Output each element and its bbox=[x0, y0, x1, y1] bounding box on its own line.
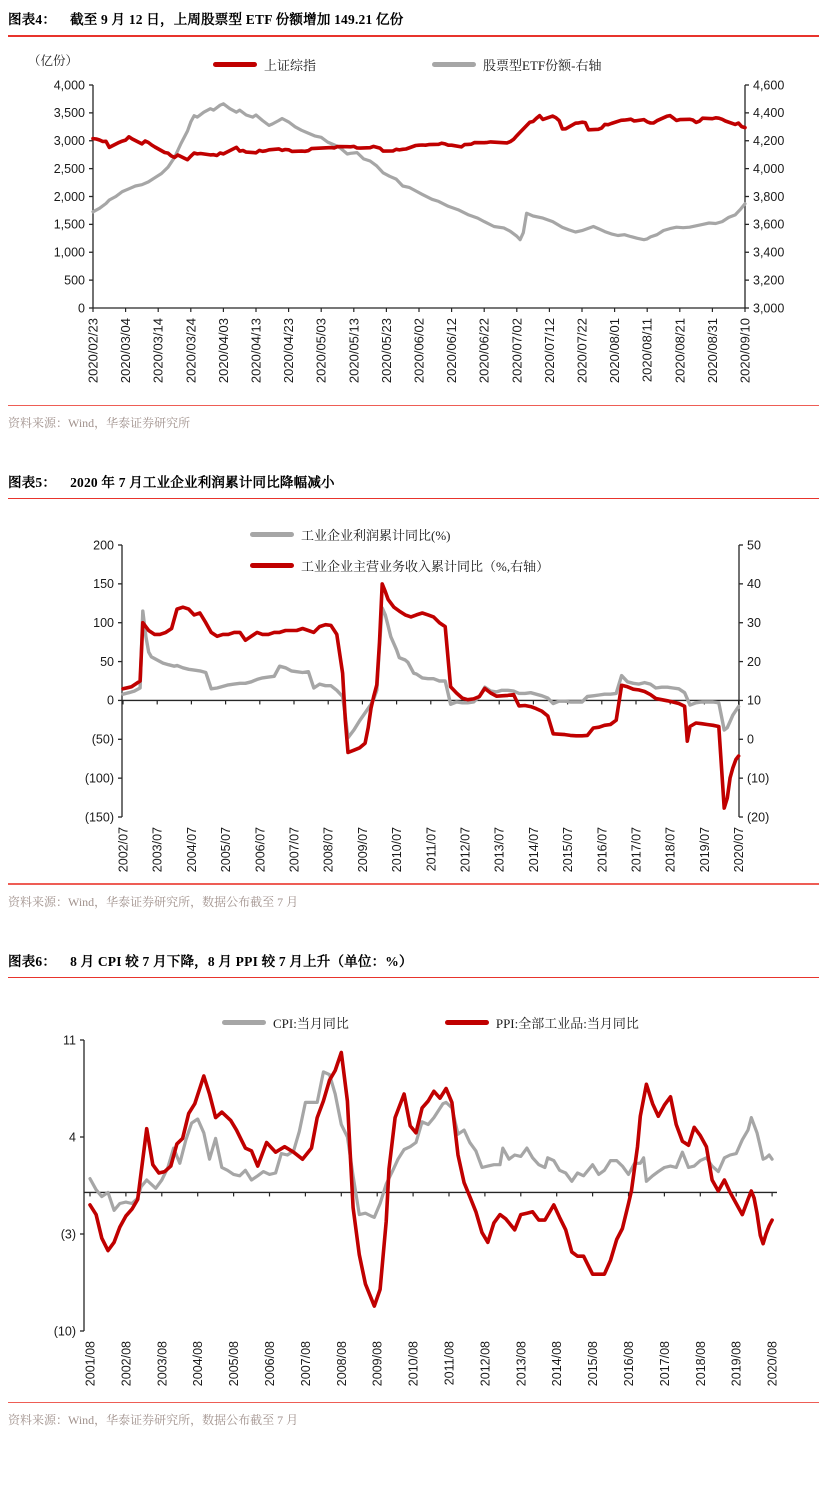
svg-text:3,200: 3,200 bbox=[753, 273, 785, 288]
svg-text:2005/07: 2005/07 bbox=[219, 827, 234, 873]
svg-text:50: 50 bbox=[100, 655, 114, 670]
figure-4-title bbox=[8, 6, 819, 35]
svg-text:2020/07/12: 2020/07/12 bbox=[541, 317, 557, 383]
svg-text:2009/08: 2009/08 bbox=[370, 1341, 385, 1387]
legend-label: 股票型ETF份额-右轴 bbox=[483, 57, 602, 73]
figure-4-chart-area bbox=[8, 41, 819, 403]
svg-text:50: 50 bbox=[747, 538, 761, 553]
svg-text:2020/08/21: 2020/08/21 bbox=[672, 317, 688, 383]
svg-text:2013/07: 2013/07 bbox=[492, 827, 507, 873]
svg-text:(10): (10) bbox=[747, 771, 770, 786]
figure-6-source: 资料来源：Wind，华泰证券研究所，数据公布截至 7 月 bbox=[8, 1413, 299, 1428]
legend-label: 工业企业利润累计同比(%) bbox=[301, 528, 451, 544]
svg-text:2020/05/03: 2020/05/03 bbox=[313, 317, 329, 383]
figure-5-title-text: 2020 年 7 月工业企业利润累计同比降幅减小 bbox=[70, 474, 335, 490]
svg-text:2006/07: 2006/07 bbox=[253, 827, 268, 873]
legend-line-gray-icon bbox=[222, 1020, 266, 1025]
svg-text:2002/08: 2002/08 bbox=[119, 1341, 134, 1387]
svg-text:2020/05/13: 2020/05/13 bbox=[346, 317, 362, 383]
svg-text:2017/07: 2017/07 bbox=[629, 827, 644, 873]
svg-text:1,500: 1,500 bbox=[53, 217, 85, 232]
svg-text:2018/08: 2018/08 bbox=[693, 1341, 708, 1387]
svg-text:3,600: 3,600 bbox=[753, 217, 785, 232]
svg-text:2020/08: 2020/08 bbox=[765, 1341, 780, 1387]
legend-line-red-icon bbox=[445, 1020, 489, 1025]
svg-text:2019/07: 2019/07 bbox=[697, 827, 712, 873]
title-rule bbox=[8, 35, 819, 37]
svg-text:30: 30 bbox=[747, 616, 761, 631]
svg-text:2020/02/23: 2020/02/23 bbox=[85, 317, 101, 383]
svg-text:4,000: 4,000 bbox=[53, 77, 85, 92]
legend-item bbox=[213, 55, 316, 74]
figure-5-source: 资料来源：Wind，华泰证券研究所，数据公布截至 7 月 bbox=[8, 894, 299, 909]
legend-line-gray-icon bbox=[432, 62, 476, 67]
svg-text:(150): (150) bbox=[84, 810, 114, 825]
svg-text:2010/08: 2010/08 bbox=[406, 1341, 421, 1387]
svg-text:(50): (50) bbox=[91, 732, 114, 747]
svg-text:2020/08/01: 2020/08/01 bbox=[607, 317, 623, 383]
legend-item bbox=[222, 1013, 349, 1032]
svg-text:3,500: 3,500 bbox=[53, 105, 85, 120]
svg-text:2018/07: 2018/07 bbox=[663, 827, 678, 873]
svg-text:2019/08: 2019/08 bbox=[729, 1341, 744, 1387]
svg-text:2020/03/24: 2020/03/24 bbox=[183, 317, 199, 383]
svg-text:2017/08: 2017/08 bbox=[657, 1341, 672, 1387]
svg-text:20: 20 bbox=[747, 655, 761, 670]
figure-5-chart-area bbox=[8, 503, 819, 881]
legend-item bbox=[250, 556, 549, 575]
legend-line-gray-icon bbox=[250, 532, 294, 537]
svg-text:2010/07: 2010/07 bbox=[390, 827, 405, 873]
svg-text:2020/03/14: 2020/03/14 bbox=[150, 317, 166, 383]
legend-line-red-icon bbox=[213, 62, 257, 67]
svg-text:2004/08: 2004/08 bbox=[191, 1341, 206, 1387]
svg-text:2007/08: 2007/08 bbox=[298, 1341, 313, 1387]
legend-label: 上证综指 bbox=[264, 57, 317, 73]
svg-text:2015/07: 2015/07 bbox=[561, 827, 576, 873]
title-rule bbox=[8, 977, 819, 979]
svg-text:40: 40 bbox=[747, 577, 761, 592]
figure-4-label: 图表4： bbox=[8, 12, 57, 27]
svg-text:2020/08/31: 2020/08/31 bbox=[704, 317, 720, 383]
svg-text:2020/06/22: 2020/06/22 bbox=[476, 317, 492, 383]
svg-text:2020/07/02: 2020/07/02 bbox=[509, 317, 525, 383]
svg-text:3,000: 3,000 bbox=[53, 133, 85, 148]
svg-text:4,400: 4,400 bbox=[753, 105, 785, 120]
svg-text:4: 4 bbox=[69, 1130, 76, 1145]
svg-text:2003/08: 2003/08 bbox=[155, 1341, 170, 1387]
cpi-ppi-line-chart bbox=[8, 982, 819, 1400]
figure-6-label: 图表6： bbox=[8, 953, 57, 969]
svg-text:2003/07: 2003/07 bbox=[150, 827, 165, 873]
svg-text:2007/07: 2007/07 bbox=[287, 827, 302, 873]
figure-4 bbox=[8, 6, 819, 431]
svg-text:2016/08: 2016/08 bbox=[622, 1341, 636, 1387]
svg-text:1,000: 1,000 bbox=[53, 245, 85, 260]
svg-text:2012/07: 2012/07 bbox=[458, 827, 473, 873]
svg-text:(10): (10) bbox=[53, 1324, 76, 1339]
svg-text:3,000: 3,000 bbox=[753, 300, 785, 315]
svg-text:2011/08: 2011/08 bbox=[442, 1341, 457, 1386]
figure-6-title-text: 8 月 CPI 较 7 月下降，8 月 PPI 较 7 月上升（单位：%） bbox=[70, 953, 413, 969]
svg-text:4,600: 4,600 bbox=[753, 77, 785, 92]
svg-text:2,000: 2,000 bbox=[53, 189, 85, 204]
svg-text:2020/03/04: 2020/03/04 bbox=[118, 317, 134, 383]
svg-text:(20): (20) bbox=[747, 810, 770, 825]
svg-text:0: 0 bbox=[747, 732, 754, 747]
svg-text:2004/07: 2004/07 bbox=[184, 827, 199, 873]
svg-text:(100): (100) bbox=[84, 771, 114, 786]
svg-text:2008/08: 2008/08 bbox=[334, 1341, 349, 1387]
svg-text:2020/07/22: 2020/07/22 bbox=[574, 317, 590, 383]
svg-text:0: 0 bbox=[107, 694, 114, 709]
svg-text:2020/06/12: 2020/06/12 bbox=[444, 317, 460, 383]
svg-text:2006/08: 2006/08 bbox=[263, 1341, 277, 1387]
svg-text:2002/07: 2002/07 bbox=[116, 827, 131, 873]
svg-text:150: 150 bbox=[93, 577, 114, 592]
figure-6-title bbox=[8, 948, 819, 977]
figure-4-source: 资料来源：Wind，华泰证券研究所 bbox=[8, 415, 191, 430]
svg-text:2009/07: 2009/07 bbox=[355, 827, 370, 873]
svg-text:3,800: 3,800 bbox=[753, 189, 785, 204]
svg-text:11: 11 bbox=[63, 1033, 76, 1048]
svg-text:2020/09/10: 2020/09/10 bbox=[737, 317, 753, 383]
svg-text:200: 200 bbox=[93, 538, 114, 553]
figure-5 bbox=[8, 469, 819, 910]
figure-6 bbox=[8, 948, 819, 1429]
svg-text:2020/04/23: 2020/04/23 bbox=[281, 317, 297, 383]
svg-text:2005/08: 2005/08 bbox=[227, 1341, 242, 1387]
svg-text:3,400: 3,400 bbox=[753, 245, 785, 260]
svg-text:4,200: 4,200 bbox=[753, 133, 785, 148]
svg-text:2013/08: 2013/08 bbox=[514, 1341, 529, 1387]
svg-text:100: 100 bbox=[93, 616, 114, 631]
svg-text:10: 10 bbox=[747, 694, 761, 709]
figure-4-title-text: 截至 9 月 12 日，上周股票型 ETF 份额增加 149.21 亿份 bbox=[70, 12, 404, 27]
svg-text:2015/08: 2015/08 bbox=[586, 1341, 601, 1387]
legend-line-red-icon bbox=[250, 563, 294, 568]
figure-5-legend bbox=[250, 525, 549, 575]
legend-label: PPI:全部工业品:当月同比 bbox=[495, 1016, 639, 1032]
svg-text:2011/07: 2011/07 bbox=[424, 827, 439, 872]
svg-text:2014/08: 2014/08 bbox=[550, 1341, 565, 1387]
figure-6-chart-area bbox=[8, 982, 819, 1400]
svg-text:2020/05/23: 2020/05/23 bbox=[378, 317, 394, 383]
figure-4-legend bbox=[213, 55, 601, 74]
svg-text:(3): (3) bbox=[60, 1227, 76, 1242]
svg-text:500: 500 bbox=[64, 273, 85, 288]
svg-text:2020/07: 2020/07 bbox=[732, 827, 747, 873]
legend-label: 工业企业主营业务收入累计同比（%,右轴） bbox=[301, 559, 550, 575]
legend-label: CPI:当月同比 bbox=[273, 1016, 349, 1032]
left-axis-unit-label: （亿份） bbox=[28, 53, 79, 68]
figure-5-label: 图表5： bbox=[8, 474, 57, 490]
svg-text:2016/07: 2016/07 bbox=[595, 827, 610, 873]
legend-item bbox=[445, 1013, 639, 1032]
svg-text:2008/07: 2008/07 bbox=[321, 827, 336, 873]
svg-text:2,500: 2,500 bbox=[53, 161, 85, 176]
svg-text:2020/06/02: 2020/06/02 bbox=[411, 317, 427, 383]
figure-5-title bbox=[8, 469, 819, 498]
svg-text:4,000: 4,000 bbox=[753, 161, 785, 176]
svg-text:2014/07: 2014/07 bbox=[526, 827, 541, 873]
figure-6-legend bbox=[222, 1013, 639, 1032]
title-rule bbox=[8, 498, 819, 500]
legend-item bbox=[432, 55, 601, 74]
svg-text:2020/04/13: 2020/04/13 bbox=[248, 317, 264, 383]
svg-text:2020/04/03: 2020/04/03 bbox=[215, 317, 231, 383]
svg-text:2001/08: 2001/08 bbox=[83, 1341, 98, 1387]
svg-text:0: 0 bbox=[78, 300, 85, 315]
etf-share-line-chart bbox=[8, 41, 819, 403]
svg-text:2020/08/11: 2020/08/11 bbox=[639, 317, 655, 382]
svg-text:2012/08: 2012/08 bbox=[478, 1341, 493, 1387]
legend-item bbox=[250, 525, 549, 544]
